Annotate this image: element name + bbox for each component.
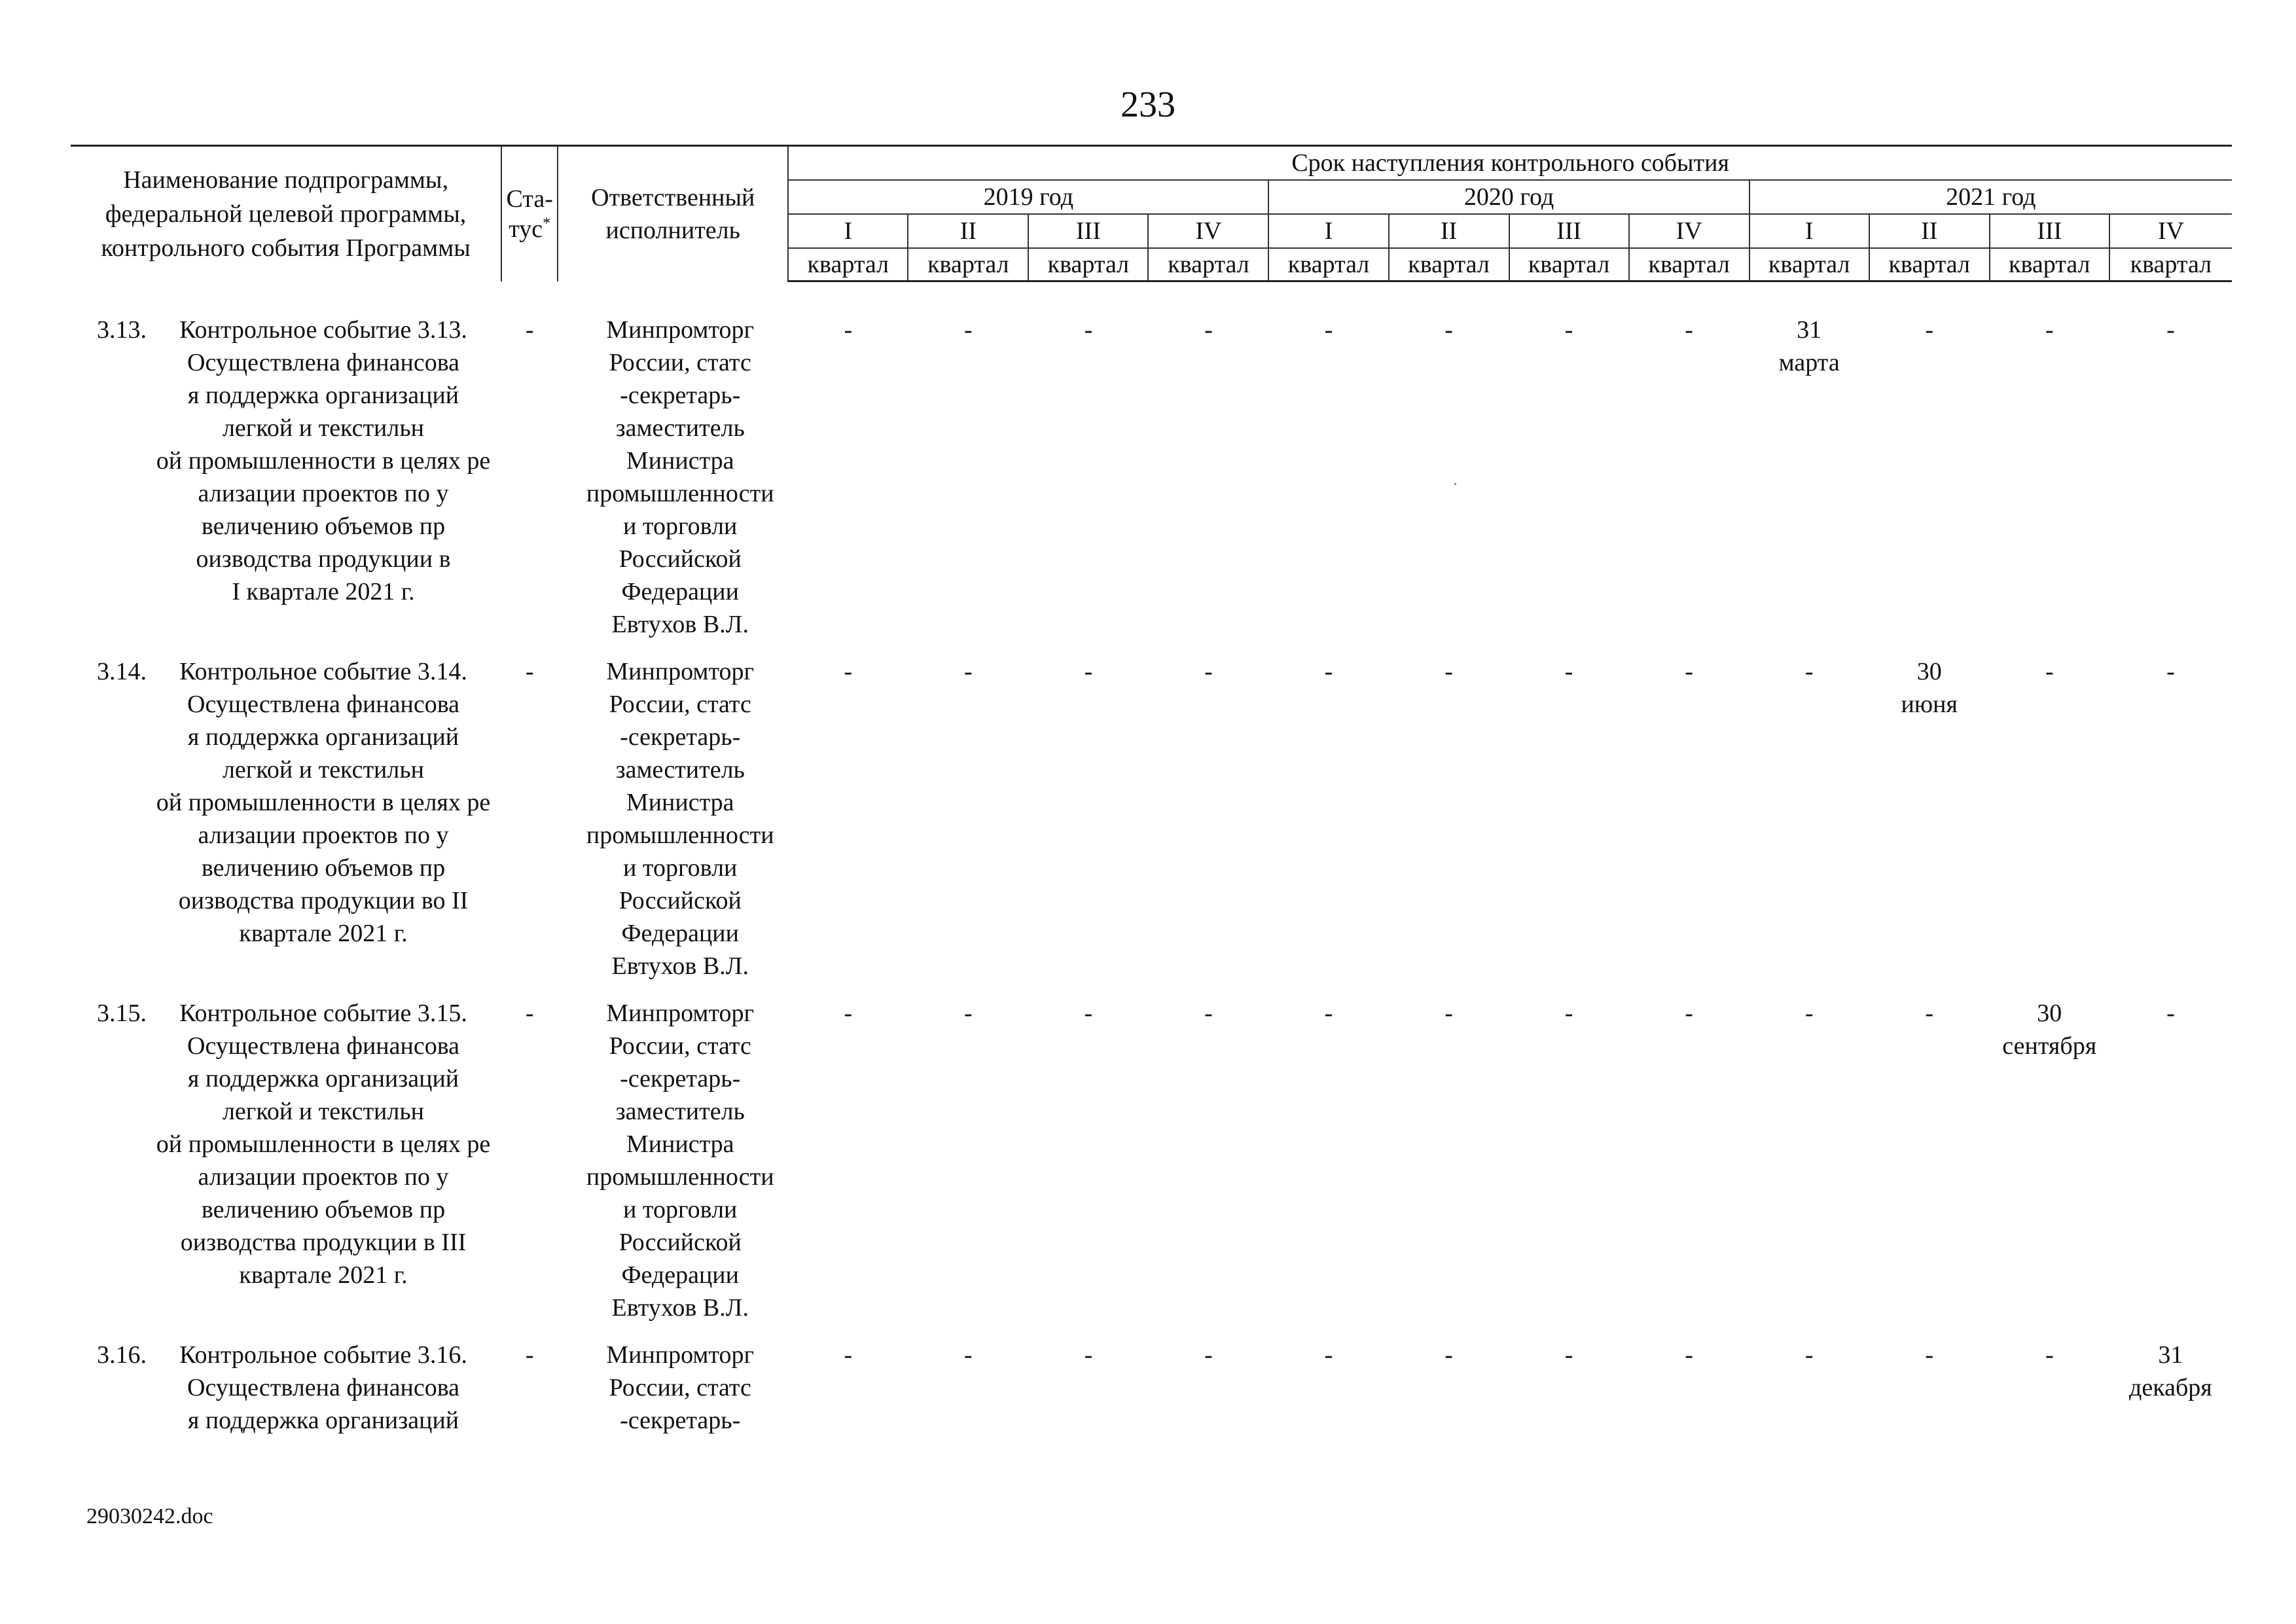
quarter-word: квартал bbox=[788, 248, 908, 281]
quarter-cell-empty: - bbox=[964, 1000, 973, 1027]
executor-column-header: Ответственный исполнитель bbox=[558, 146, 788, 281]
quarter-header: II bbox=[1869, 214, 1990, 248]
quarter-cell-empty: - bbox=[1925, 1341, 1934, 1369]
quarter-cell-empty: - bbox=[1324, 1000, 1333, 1027]
quarter-cell-empty: - bbox=[1084, 1000, 1093, 1027]
event-number: 3.14. bbox=[97, 658, 147, 685]
quarter-cell-empty: - bbox=[1444, 316, 1453, 344]
quarter-cell-empty: - bbox=[1685, 1341, 1693, 1369]
quarter-cell-empty: - bbox=[1444, 658, 1453, 685]
executor-cell: Минпромторг России, статс -секретарь- заместитель Министра промышленности и торговли Российской Федерации Евтухов В.Л. bbox=[586, 316, 774, 638]
page-number: 233 bbox=[1121, 84, 1175, 125]
quarter-cell-empty: - bbox=[1804, 658, 1814, 685]
quarter-cell-empty: - bbox=[964, 1341, 973, 1369]
deadline-group-header: Срок наступления контрольного события bbox=[788, 146, 2232, 181]
event-name-cell bbox=[71, 314, 501, 655]
event-name: Контрольное событие 3.13. Осуществлена финансова я поддержка организаций легкой и текстильн ой промышленности в целях ре ализации проектов по у величению объемов пр оизводства продукции в I квартале 2021 г. bbox=[156, 316, 491, 605]
quarter-word: квартал bbox=[1389, 248, 1509, 281]
quarter-cell-empty: - bbox=[1685, 658, 1693, 685]
quarter-cell-empty: - bbox=[1084, 316, 1093, 344]
quarter-header: I bbox=[788, 214, 908, 248]
year-header-2020: 2020 год bbox=[1268, 180, 1749, 214]
quarter-word: квартал bbox=[1509, 248, 1629, 281]
quarter-word: квартал bbox=[2109, 248, 2232, 281]
status-header-line2: тус bbox=[509, 215, 543, 243]
executor-cell: Минпромторг России, статс -секретарь- bbox=[606, 1341, 755, 1434]
quarter-header: I bbox=[1749, 214, 1869, 248]
table-row bbox=[71, 997, 2232, 1339]
quarter-cell-date: 31 марта bbox=[1778, 316, 1840, 376]
quarter-cell-empty: - bbox=[1084, 658, 1093, 685]
quarter-cell-empty: - bbox=[844, 1000, 853, 1027]
quarter-cell-empty: - bbox=[844, 316, 853, 344]
quarter-cell-empty: - bbox=[964, 658, 973, 685]
event-name-cell bbox=[71, 997, 501, 1339]
quarter-word: квартал bbox=[1749, 248, 1869, 281]
quarter-cell-empty: - bbox=[1444, 1341, 1453, 1369]
quarter-word: квартал bbox=[1629, 248, 1749, 281]
quarter-cell-empty: - bbox=[1324, 1341, 1333, 1369]
event-name-cell bbox=[71, 1339, 501, 1451]
quarter-cell-empty: - bbox=[1204, 1341, 1213, 1369]
quarter-cell-date: 30 июня bbox=[1901, 658, 1958, 718]
quarter-cell-empty: - bbox=[2045, 316, 2054, 344]
quarter-header: IV bbox=[1148, 214, 1268, 248]
quarter-cell-empty: - bbox=[1564, 316, 1573, 344]
quarter-cell-empty: - bbox=[1564, 1341, 1573, 1369]
name-column-header: Наименование подпрограммы, федеральной целевой программы, контрольного события Программы bbox=[71, 146, 501, 281]
quarter-cell-date: 30 сентября bbox=[2002, 1000, 2097, 1060]
table-row bbox=[71, 314, 2232, 655]
status-cell: - bbox=[525, 1000, 534, 1027]
quarter-cell-empty: - bbox=[1204, 658, 1213, 685]
quarter-cell-empty: - bbox=[1804, 1341, 1814, 1369]
quarter-cell-empty: - bbox=[1204, 316, 1213, 344]
status-column-header bbox=[501, 146, 558, 281]
quarter-header: III bbox=[1028, 214, 1148, 248]
event-name-cell bbox=[71, 655, 501, 997]
status-footnote-mark: * bbox=[543, 215, 551, 232]
document-id: 29030242.doc bbox=[86, 1504, 213, 1528]
quarter-cell-empty: - bbox=[1925, 316, 1934, 344]
status-cell: - bbox=[525, 658, 534, 685]
quarter-cell-empty: - bbox=[2045, 658, 2054, 685]
event-number: 3.13. bbox=[97, 316, 147, 344]
quarter-header: II bbox=[908, 214, 1028, 248]
quarter-cell-empty: - bbox=[1084, 1341, 1093, 1369]
quarter-cell-empty: - bbox=[844, 1341, 853, 1369]
quarter-word: квартал bbox=[908, 248, 1028, 281]
quarter-word: квартал bbox=[1869, 248, 1990, 281]
status-header-line1: Ста- bbox=[506, 185, 553, 213]
quarter-cell-empty: - bbox=[2045, 1341, 2054, 1369]
event-name: Контрольное событие 3.14. Осуществлена финансова я поддержка организаций легкой и текстильн ой промышленности в целях ре ализации проектов по у величению объемов пр оизводства продукции во II квартале 2021 г. bbox=[156, 658, 491, 947]
event-number: 3.16. bbox=[97, 1341, 147, 1369]
quarter-cell-empty: - bbox=[1324, 658, 1333, 685]
executor-cell: Минпромторг России, статс -секретарь- заместитель Министра промышленности и торговли Российской Федерации Евтухов В.Л. bbox=[586, 1000, 774, 1322]
quarter-cell-empty: - bbox=[2166, 658, 2175, 685]
quarter-cell-empty: - bbox=[964, 316, 973, 344]
quarter-cell-empty: - bbox=[1324, 316, 1333, 344]
quarter-cell-empty: - bbox=[1564, 1000, 1573, 1027]
quarter-cell-empty: - bbox=[844, 658, 853, 685]
quarter-cell-empty: - bbox=[1685, 1000, 1693, 1027]
quarter-word: квартал bbox=[1268, 248, 1388, 281]
quarter-cell-empty: - bbox=[1685, 316, 1693, 344]
quarter-cell-empty: - bbox=[1564, 658, 1573, 685]
quarter-header: III bbox=[1990, 214, 2109, 248]
executor-cell: Минпромторг России, статс -секретарь- заместитель Министра промышленности и торговли Российской Федерации Евтухов В.Л. bbox=[586, 658, 774, 980]
quarter-word: квартал bbox=[1990, 248, 2109, 281]
status-cell: - bbox=[525, 316, 534, 344]
scan-speck bbox=[1454, 483, 1456, 485]
quarter-cell-empty: - bbox=[1804, 1000, 1814, 1027]
year-header-2019: 2019 год bbox=[788, 180, 1268, 214]
quarter-word: квартал bbox=[1028, 248, 1148, 281]
quarter-header: IV bbox=[2109, 214, 2232, 248]
event-name: Контрольное событие 3.16. Осуществлена финансова я поддержка организаций bbox=[179, 1341, 467, 1434]
quarter-cell-empty: - bbox=[1204, 1000, 1213, 1027]
quarter-cell-empty: - bbox=[2166, 316, 2175, 344]
table-row bbox=[71, 1339, 2232, 1451]
quarter-header: III bbox=[1509, 214, 1629, 248]
quarter-cell-empty: - bbox=[1925, 1000, 1934, 1027]
quarter-cell-date: 31 декабря bbox=[2129, 1341, 2212, 1401]
quarter-header: I bbox=[1268, 214, 1388, 248]
header-spacer-row bbox=[71, 281, 2232, 314]
control-events-table bbox=[71, 145, 2232, 1451]
status-cell: - bbox=[525, 1341, 534, 1369]
table-row bbox=[71, 655, 2232, 997]
quarter-header: II bbox=[1389, 214, 1509, 248]
event-name: Контрольное событие 3.15. Осуществлена финансова я поддержка организаций легкой и текстильн ой промышленности в целях ре ализации проектов по у величению объемов пр оизводства продукции в III квартале 2021 г. bbox=[156, 1000, 491, 1289]
quarter-word: квартал bbox=[1148, 248, 1268, 281]
year-header-2021: 2021 год bbox=[1749, 180, 2232, 214]
quarter-header: IV bbox=[1629, 214, 1749, 248]
quarter-cell-empty: - bbox=[1444, 1000, 1453, 1027]
event-number: 3.15. bbox=[97, 1000, 147, 1027]
quarter-cell-empty: - bbox=[2166, 1000, 2175, 1027]
